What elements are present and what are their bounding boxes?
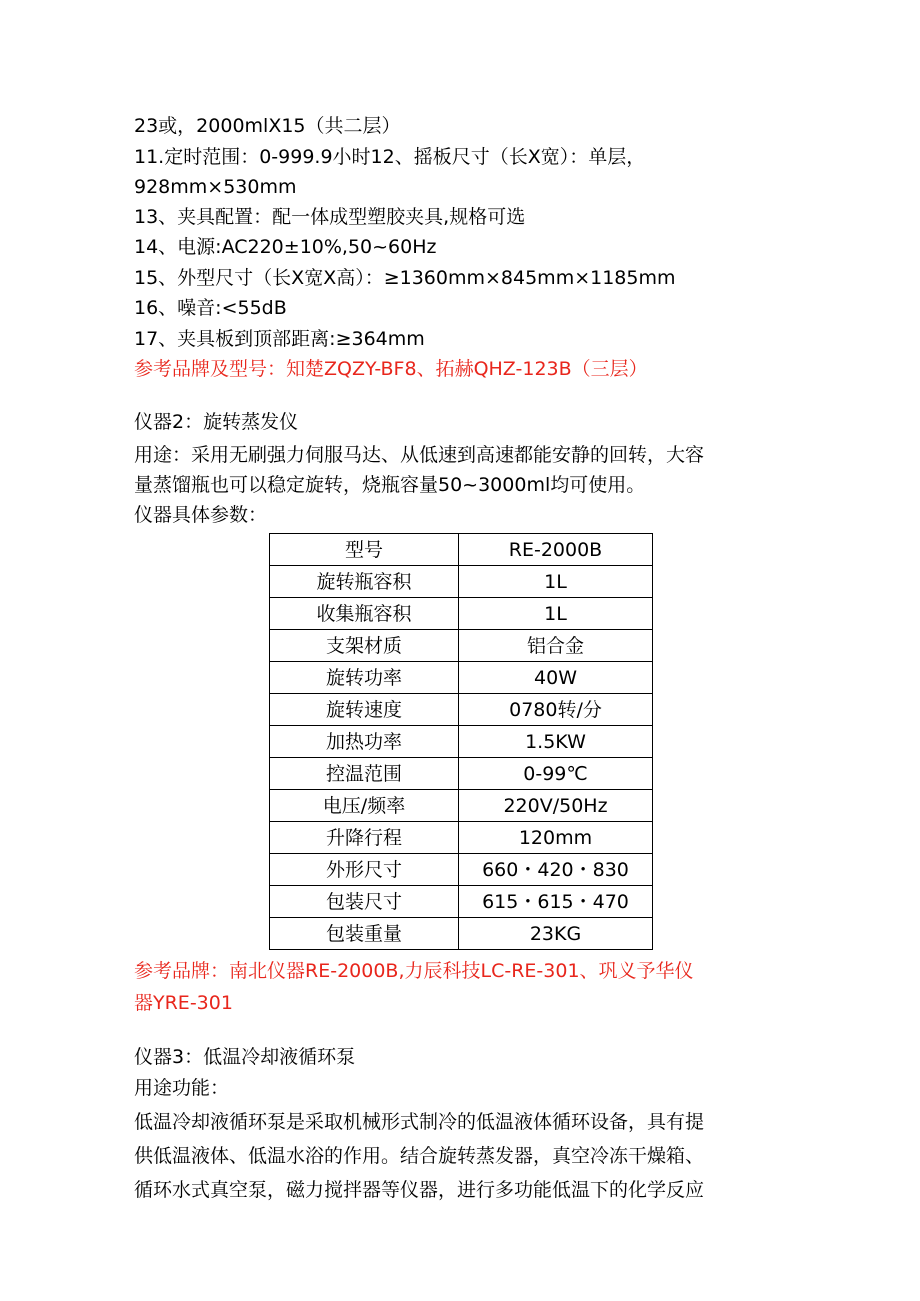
table-row: [270, 918, 653, 950]
instrument3-title: 仪器3：低温冷却液循环泵: [134, 1046, 356, 1068]
spec-line-dimensions: 15、外型尺寸（长X宽X高）：≥1360mm×845mm×1185mm: [134, 267, 676, 289]
instrument2-usage-line1: 用途：采用无刷强力伺服马达、从低速到高速都能安静的回转，大容: [134, 444, 705, 466]
table-row: [270, 630, 653, 662]
param-value: 120mm: [459, 822, 653, 854]
spec-line-capacity: 23或，2000mlX15（共二层）: [134, 115, 401, 137]
instrument2-params-heading: 仪器具体参数：: [134, 504, 268, 526]
spec-line-clamp-distance: 17、夹具板到顶部距离:≥364mm: [134, 328, 425, 350]
table-row: [270, 566, 653, 598]
param-name: 旋转瓶容积: [270, 566, 459, 598]
instrument3-body-line2: 供低温液体、低温水浴的作用。结合旋转蒸发器，真空冷冻干燥箱、: [134, 1145, 705, 1167]
table-row: [270, 662, 653, 694]
param-name: 收集瓶容积: [270, 598, 459, 630]
table-row: [270, 790, 653, 822]
param-value: 615・615・470: [459, 886, 653, 918]
table-row: [270, 694, 653, 726]
table-row: [270, 598, 653, 630]
instrument2-brand-line1: 参考品牌：南北仪器RE-2000B,力辰科技LC-RE-301、巩义予华仪: [134, 960, 694, 982]
instrument2-usage-line2: 量蒸馏瓶也可以稳定旋转，烧瓶容量50~3000ml均可使用。: [134, 474, 646, 496]
param-name: 控温范围: [270, 758, 459, 790]
table-row: [270, 854, 653, 886]
param-value: 40W: [459, 662, 653, 694]
param-name: 电压/频率: [270, 790, 459, 822]
param-value: RE-2000B: [459, 534, 653, 566]
instrument2-brand-line2: 器YRE-301: [134, 992, 233, 1014]
param-name: 包装重量: [270, 918, 459, 950]
param-value: 1L: [459, 598, 653, 630]
param-value: 660・420・830: [459, 854, 653, 886]
param-name: 外形尺寸: [270, 854, 459, 886]
param-value: 铝合金: [459, 630, 653, 662]
instrument3-body-line3: 循环水式真空泵，磁力搅拌器等仪器，进行多功能低温下的化学反应: [134, 1179, 705, 1201]
instrument3-usage-heading: 用途功能：: [134, 1077, 230, 1099]
instrument3-body-line1: 低温冷却液循环泵是采取机械形式制冷的低温液体循环设备，具有提: [134, 1111, 705, 1133]
table-row: [270, 726, 653, 758]
reference-brand-line: 参考品牌及型号：知楚ZQZY-BF8、拓赫QHZ-123B（三层）: [134, 358, 648, 380]
param-value: 220V/50Hz: [459, 790, 653, 822]
spec-line-power: 14、电源:AC220±10%,50~60Hz: [134, 236, 437, 258]
param-name: 支架材质: [270, 630, 459, 662]
instrument2-title: 仪器2：旋转蒸发仪: [134, 411, 299, 433]
param-name: 包装尺寸: [270, 886, 459, 918]
param-value: 23KG: [459, 918, 653, 950]
param-value: 1.5KW: [459, 726, 653, 758]
table-row: [270, 534, 653, 566]
spec-line-board-size: 928mm×530mm: [134, 176, 297, 198]
param-name: 加热功率: [270, 726, 459, 758]
param-value: 0780转/分: [459, 694, 653, 726]
param-name: 型号: [270, 534, 459, 566]
param-name: 升降行程: [270, 822, 459, 854]
param-name: 旋转速度: [270, 694, 459, 726]
spec-line-clamp-config: 13、夹具配置：配一体成型塑胶夹具,规格可选: [134, 206, 526, 228]
parameter-table: [269, 533, 653, 950]
table-row: [270, 822, 653, 854]
table-row: [270, 886, 653, 918]
table-row: [270, 758, 653, 790]
param-name: 旋转功率: [270, 662, 459, 694]
spec-line-timer-range: 11.定时范围：0-999.9小时12、摇板尺寸（长X宽）：单层，: [134, 146, 646, 168]
param-value: 0-99℃: [459, 758, 653, 790]
spec-line-noise: 16、噪音:<55dB: [134, 297, 287, 319]
param-value: 1L: [459, 566, 653, 598]
